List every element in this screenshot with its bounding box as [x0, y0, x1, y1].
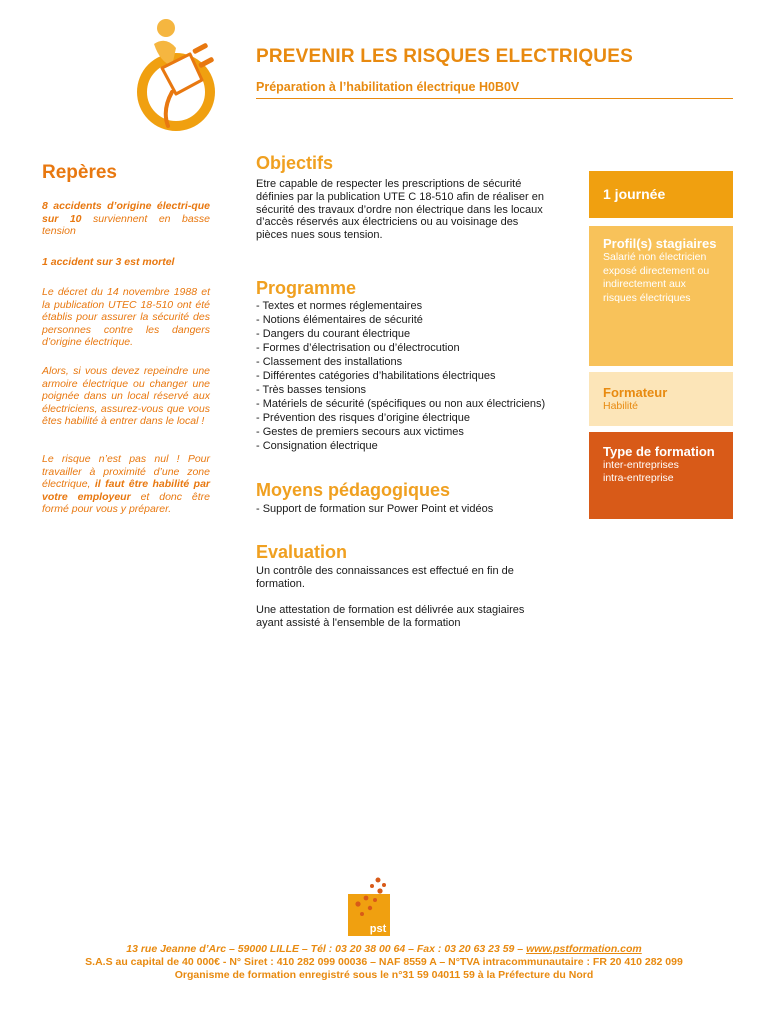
formateur-box [589, 372, 733, 426]
type-formation-box [589, 432, 733, 519]
footer-address [0, 943, 768, 956]
evaluation-text-2: Une attestation de formation est délivrée aux stagiaires ayant assisté à l'ensemble de la formation [256, 604, 525, 629]
duration-label: 1 journée [603, 186, 666, 202]
evaluation-heading: Evaluation [256, 542, 348, 562]
profil-text: Salarié non électricien exposé directement ou indirectement aux risques électriques [603, 251, 710, 304]
plug-person-logo-icon [132, 14, 222, 132]
list-item: - Gestes de premiers secours aux victimes [256, 426, 464, 438]
objectifs-heading: Objectifs [256, 153, 334, 173]
reperes-fact-1-rest: surviennent en basse tension [42, 212, 211, 237]
type-heading: Type de formation [603, 444, 715, 459]
formateur-text: Habilité [603, 400, 639, 412]
type-line-intra: intra-entreprise [603, 471, 674, 484]
footer-registration: Organisme de formation enregistré sous le n°31 59 04011 59 à la Préfecture du Nord [174, 969, 594, 981]
programme-heading: Programme [256, 278, 357, 298]
evaluation-text-1: Un contrôle des connaissances est effectué en fin de formation. [256, 565, 514, 590]
reperes-fact-1-bold: 8 accidents d’origine électri-que sur 10 [42, 200, 210, 225]
reperes-heading: Repères [42, 162, 117, 183]
list-item: - Notions élémentaires de sécurité [256, 314, 423, 326]
footer-legal: S.A.S au capital de 40 000€ - N° Siret : 410 282 099 00036 – NAF 8559 A – N°TVA intracommunautaire : FR 20 410 282 099 [85, 956, 683, 968]
moyens-heading: Moyens pédagogiques [256, 480, 451, 500]
list-item: - Prévention des risques d’origine électrique [256, 412, 471, 424]
header-divider [256, 98, 733, 99]
moyens-text: - Support de formation sur Power Point et vidéos [256, 503, 494, 515]
programme-list [256, 299, 546, 453]
reperes-risque-a: Le risque n’est pas nul ! Pour travailler à proximité d’une zone électrique, [42, 453, 210, 490]
reperes-risque [42, 453, 210, 516]
list-item: - Dangers du courant électrique [256, 328, 411, 340]
reperes-fact-1 [42, 200, 210, 238]
objectifs-text: Etre capable de respecter les prescriptions de sécurité définies par la publication UTE C 18-510 afin de réaliser en sécurité des travaux d’ordre non électrique dans les locaux d’accès réservés aux électriciens ou au voisinage des pièces nues sous tension. [256, 178, 544, 242]
list-item: - Consignation électrique [256, 440, 378, 452]
profil-heading: Profil(s) stagiaires [603, 236, 717, 251]
footer-website-link[interactable]: www.pstformation.com [526, 943, 642, 955]
reperes-fact-2: 1 accident sur 3 est mortel [42, 256, 175, 268]
reperes-decret: Le décret du 14 novembre 1988 et la publication UTEC 18-510 ont été établis pour assurer la sécurité des personnes contre les dangers d’origine électrique. [42, 286, 210, 348]
duration-box [589, 171, 733, 218]
list-item: - Formes d’électrisation ou d’électrocution [256, 342, 460, 354]
footer-address-text: 13 rue Jeanne d’Arc – 59000 LILLE – Tél : 03 20 38 00 64 – Fax : 03 20 63 23 59 – [126, 943, 527, 955]
list-item: - Textes et normes réglementaires [256, 300, 423, 312]
profil-box [589, 226, 733, 366]
list-item: - Différentes catégories d’habilitations électriques [256, 370, 496, 382]
reperes-risque-bold: il faut être habilité par votre employeur [42, 478, 210, 503]
pst-logo-icon [344, 876, 394, 938]
page-subtitle: Préparation à l’habilitation électrique H0B0V [256, 80, 520, 94]
list-item: - Très basses tensions [256, 384, 367, 396]
list-item: - Classement des installations [256, 356, 403, 368]
list-item: - Matériels de sécurité (spécifiques ou non aux électriciens) [256, 398, 546, 410]
pst-logo-text: pst [369, 923, 387, 935]
type-line-inter: inter-entreprises [603, 459, 679, 471]
page-title: PREVENIR LES RISQUES ELECTRIQUES [256, 46, 633, 67]
formateur-heading: Formateur [603, 385, 668, 400]
reperes-alors: Alors, si vous devez repeindre une armoire électrique ou changer une poignée dans un local réservé aux électriciens, assurez-vous que vous êtes habilité à entrer dans le local ! [42, 365, 210, 427]
reperes-risque-b: et donc être formé pour vous y préparer. [42, 490, 210, 515]
